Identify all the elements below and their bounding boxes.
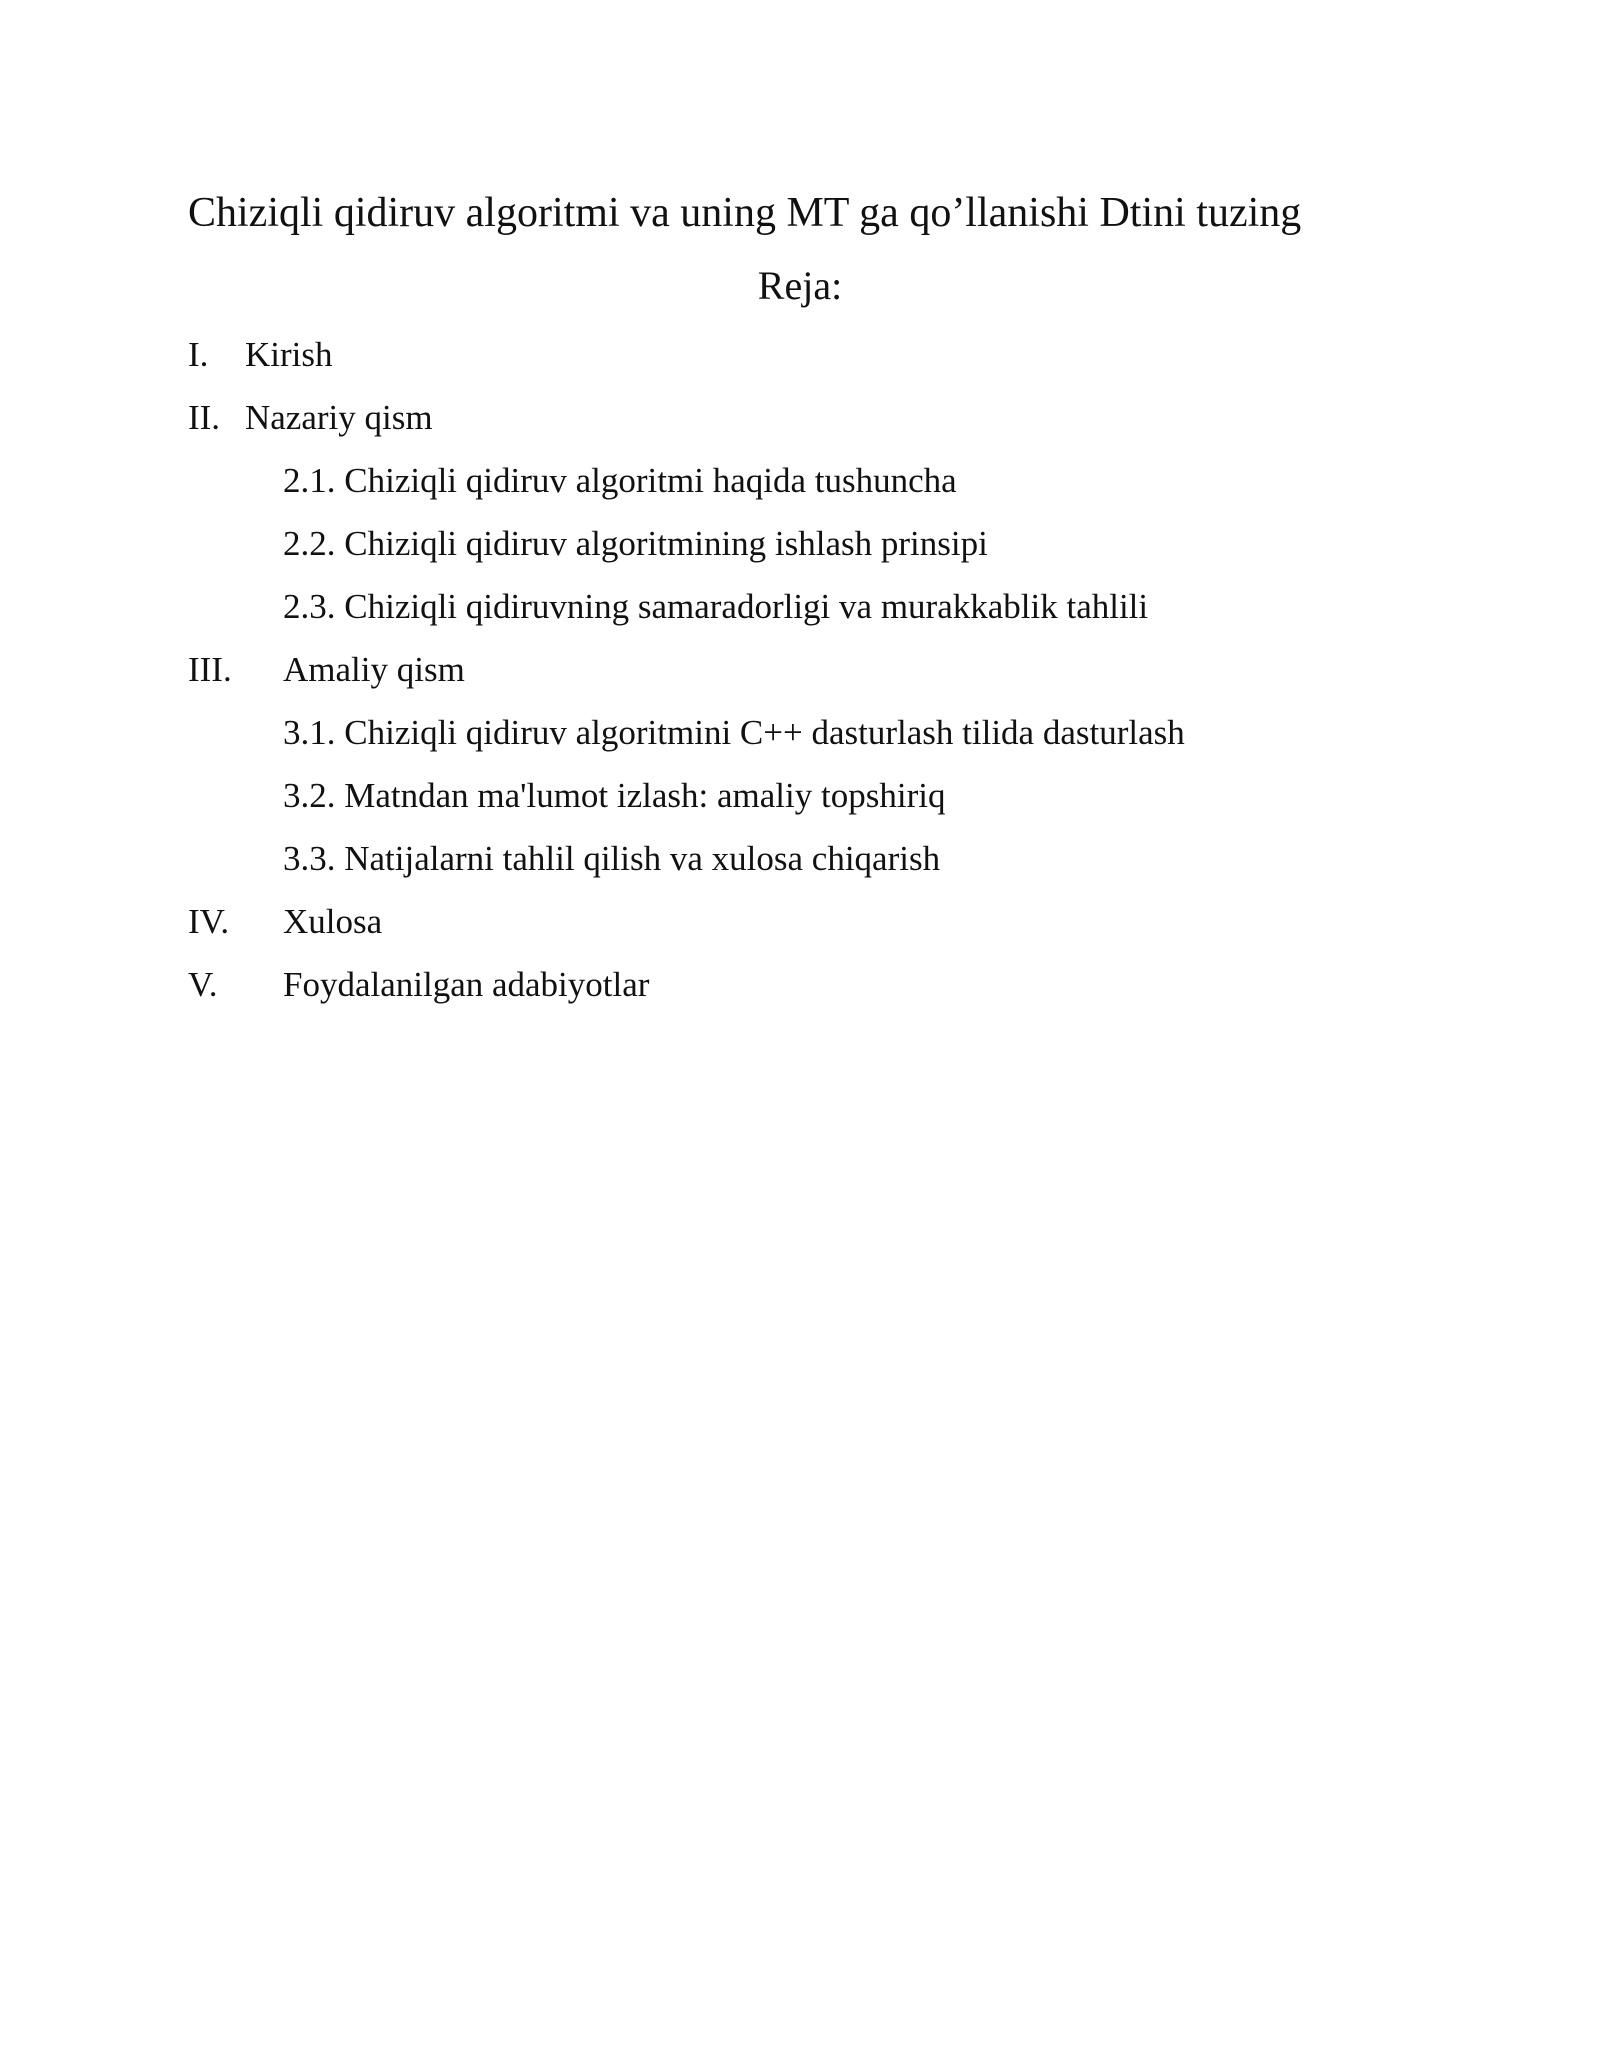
outline-item-theory [188,390,1488,453]
outline-label: Foydalanilgan adabiyotlar [283,965,650,1004]
outline-label: 3.1. Chiziqli qidiruv algoritmini C++ dasturlash tilida dasturlash [283,713,1185,752]
outline-number: III. [188,650,232,689]
outline-subitem-2-2 [188,516,1488,579]
outline-label: 3.3. Natijalarni tahlil qilish va xulosa chiqarish [283,839,941,878]
outline-subitem-2-1 [188,453,1488,516]
outline-subitem-3-2 [188,768,1488,831]
outline-subitem-2-3 [188,579,1488,642]
outline-item-practice [188,642,1488,705]
document-title: Chiziqli qidiruv algoritmi va uning MT ga qo’llanishi Dtini tuzing [188,190,1302,236]
outline-label: 2.2. Chiziqli qidiruv algoritmining ishlash prinsipi [283,524,988,563]
outline-label: Nazariy qism [245,398,433,437]
outline-item-introduction [188,327,1488,390]
outline-subitem-3-1 [188,705,1488,768]
outline-number: I. [188,335,209,374]
outline-label: 2.3. Chiziqli qidiruvning samaradorligi va murakkablik tahlili [283,587,1149,626]
outline-number: V. [188,965,218,1004]
plan-outline [188,327,1488,1020]
outline-label: Xulosa [283,902,383,941]
outline-subitem-3-3 [188,831,1488,894]
outline-label: Amaliy qism [283,650,465,689]
outline-label: Kirish [245,335,333,374]
outline-number: IV. [188,902,230,941]
outline-number: II. [188,398,221,437]
outline-label: 2.1. Chiziqli qidiruv algoritmi haqida tushuncha [283,461,957,500]
outline-item-conclusion [188,894,1488,957]
plan-heading: Reja: [757,263,843,308]
outline-label: 3.2. Matndan ma'lumot izlash: amaliy topshiriq [283,776,946,815]
outline-item-references [188,957,1488,1020]
